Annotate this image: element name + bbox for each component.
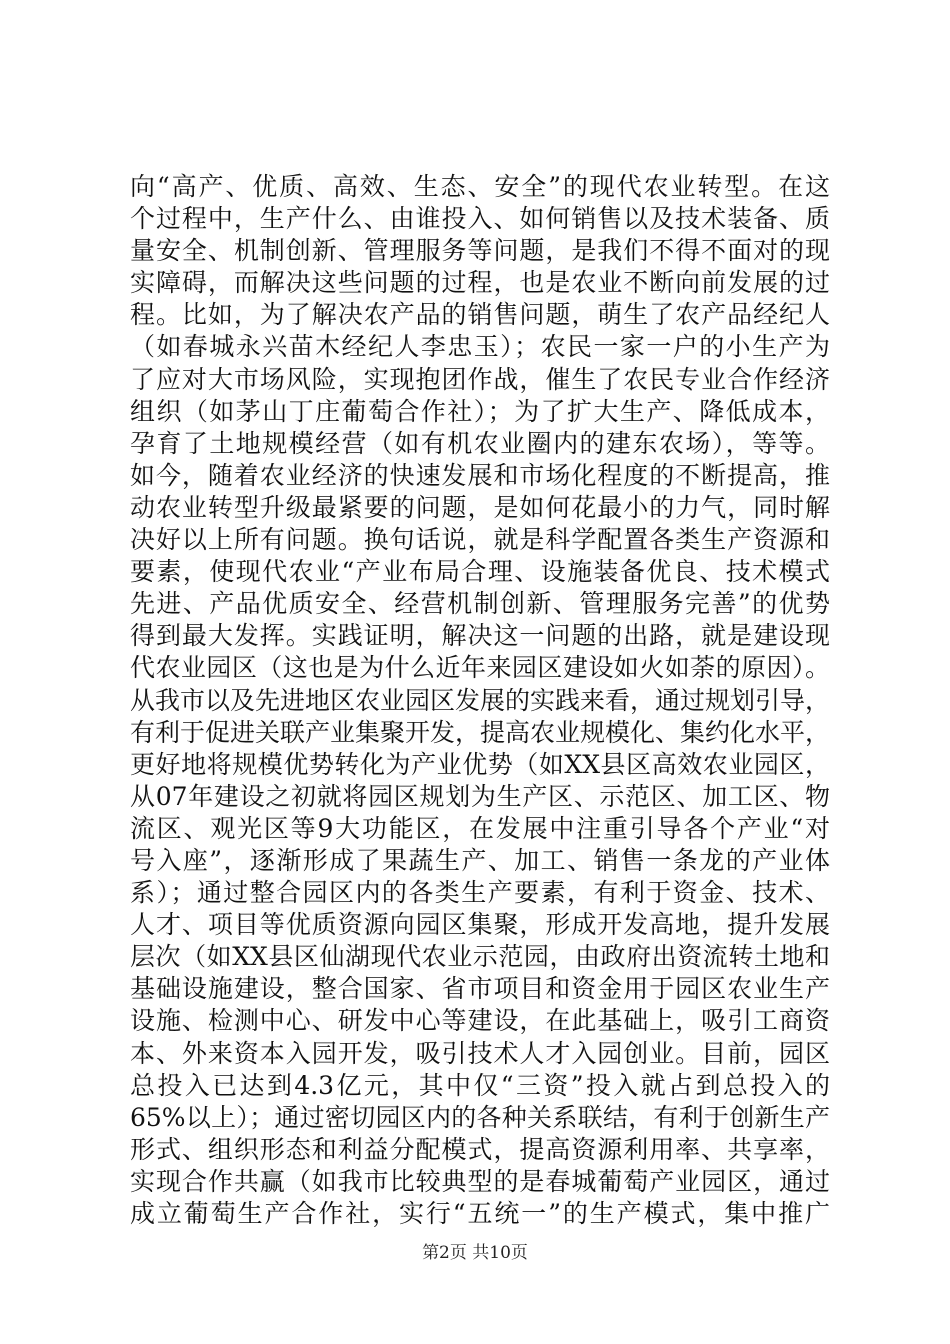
text-line: 形式、组织形态和利益分配模式，提高资源利用率、共享率， — [130, 1134, 830, 1164]
text-line: 65%以上）；通过密切园区内的各种关系联结，有利于创新生产 — [130, 1102, 830, 1132]
text-line: 有利于促进关联产业集聚开发，提高农业规模化、集约化水平， — [130, 717, 831, 747]
text-line: 孕育了土地规模经营（如有机农业圈内的建东农场），等等。 — [130, 428, 830, 458]
text-line: 先进、产品优质安全、经营机制创新、管理服务完善”的优势 — [130, 589, 830, 619]
text-line: 要素，使现代农业“产业布局合理、设施装备优良、技术模式 — [130, 557, 830, 587]
text-line: （如春城永兴苗木经纪人李忠玉）；农民一家一户的小生产为 — [130, 332, 830, 362]
text-line: 成立葡萄生产合作社，实行“五统一”的生产模式，集中推广 — [130, 1199, 830, 1228]
text-line: 流区、观光区等9大功能区，在发展中注重引导各个产业“对 — [130, 813, 830, 843]
text-line: 如今，随着农业经济的快速发展和市场化程度的不断提高，推 — [130, 460, 830, 490]
text-line: 更好地将规模优势转化为产业优势（如XX县区高效农业园区， — [130, 749, 830, 779]
text-line: 动农业转型升级最紧要的问题，是如何花最小的力气，同时解 — [130, 492, 830, 522]
page-footer: 第2页 共10页 — [422, 1243, 528, 1263]
text-line: 层次（如XX县区仙湖现代农业示范园，由政府出资流转土地和 — [130, 942, 830, 972]
body-text — [130, 171, 830, 1230]
text-line: 了应对大市场风险，实现抱团作战，催生了农民专业合作经济 — [130, 364, 830, 394]
text-line: 从07年建设之初就将园区规划为生产区、示范区、加工区、物 — [130, 781, 830, 811]
text-line: 决好以上所有问题。换句话说，就是科学配置各类生产资源和 — [130, 525, 830, 555]
text-line: 设施、检测中心、研发中心等建设，在此基础上，吸引工商资 — [130, 1006, 830, 1036]
text-line: 从我市以及先进地区农业园区发展的实践来看，通过规划引导， — [130, 685, 831, 715]
text-line: 向“高产、优质、高效、生态、安全”的现代农业转型。在这 — [130, 172, 830, 201]
text-line: 代农业园区（这也是为什么近年来园区建设如火如荼的原因）。 — [130, 653, 830, 683]
text-line: 实障碍，而解决这些问题的过程，也是农业不断向前发展的过 — [130, 268, 830, 298]
text-line: 得到最大发挥。实践证明，解决这一问题的出路，就是建设现 — [130, 621, 830, 651]
text-line: 程。比如，为了解决农产品的销售问题，萌生了农产品经纪人 — [130, 300, 830, 330]
text-line: 系）；通过整合园区内的各类生产要素，有利于资金、技术、 — [130, 878, 830, 908]
text-line: 组织（如茅山丁庄葡萄合作社）；为了扩大生产、降低成本， — [130, 396, 830, 426]
text-line: 人才、项目等优质资源向园区集聚，形成开发高地，提升发展 — [130, 910, 830, 940]
text-line: 实现合作共赢（如我市比较典型的是春城葡萄产业园区，通过 — [130, 1166, 830, 1196]
text-line: 量安全、机制创新、管理服务等问题，是我们不得不面对的现 — [130, 236, 830, 266]
text-line: 本、外来资本入园开发，吸引技术人才入园创业。目前，园区 — [130, 1038, 830, 1068]
text-line: 号入座”，逐渐形成了果蔬生产、加工、销售一条龙的产业体 — [130, 845, 830, 875]
text-line: 总投入已达到4.3亿元，其中仅“三资”投入就占到总投入的 — [130, 1070, 830, 1100]
text-line: 基础设施建设，整合国家、省市项目和资金用于园区农业生产 — [130, 974, 830, 1004]
text-line: 个过程中，生产什么、由谁投入、如何销售以及技术装备、质 — [130, 204, 830, 234]
